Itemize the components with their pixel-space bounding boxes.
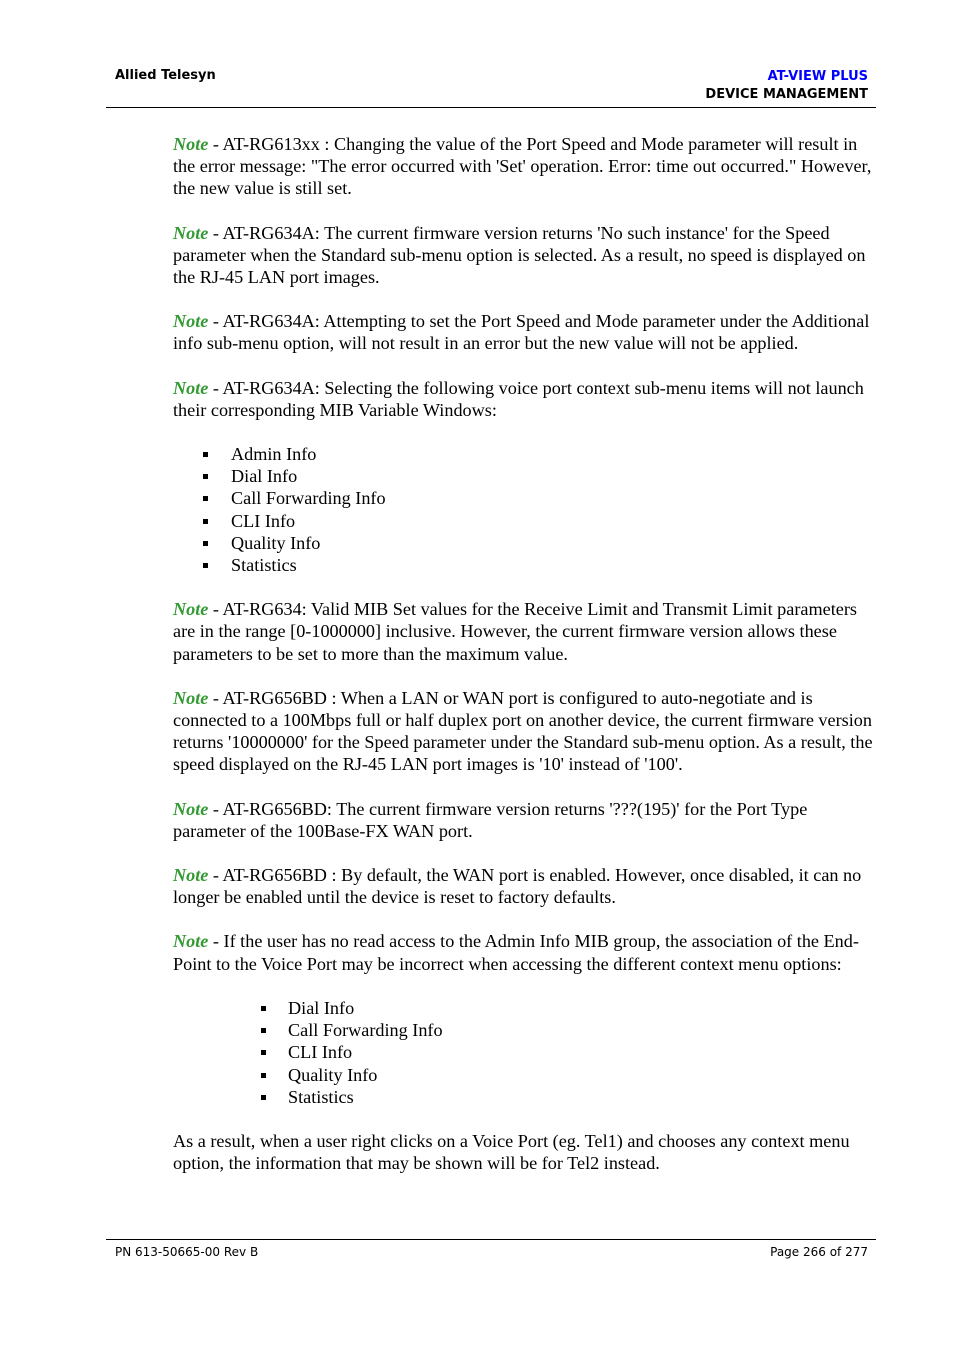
list-item: CLI Info [173, 510, 873, 532]
note-paragraph [173, 687, 873, 776]
list-item: Dial Info [173, 997, 873, 1019]
header-rule [106, 107, 876, 108]
note-text: - AT-RG634A: Selecting the following voice port context sub-menu items will not launch their corresponding MIB Variable Windows: [173, 377, 864, 420]
header-section: DEVICE MANAGEMENT [705, 87, 868, 102]
note-paragraph [173, 930, 873, 974]
note-label: Note [173, 377, 209, 398]
list-item: CLI Info [173, 1041, 873, 1063]
context-menu-options-list [173, 997, 873, 1108]
note-text: - AT-RG634: Valid MIB Set values for the Receive Limit and Transmit Limit parameters are in the range [0-1000000] inclusive. However, the current firmware version allows these parameters to be set to more than the maximum value. [173, 599, 857, 664]
note-paragraph [173, 133, 873, 200]
note-label: Note [173, 865, 209, 886]
note-text: - AT-RG656BD: The current firmware version returns '???(195)' for the Port Type parameter of the 100Base-FX WAN port. [173, 798, 808, 841]
list-item: Quality Info [173, 532, 873, 554]
voice-port-submenu-list [173, 443, 873, 576]
header-company: Allied Telesyn [115, 68, 216, 83]
note-text: - If the user has no read access to the Admin Info MIB group, the association of the End-Point to the Voice Port may be incorrect when accessing the different context menu options: [173, 931, 859, 974]
list-item: Call Forwarding Info [173, 1019, 873, 1041]
note-label: Note [173, 687, 209, 708]
note-paragraph [173, 798, 873, 842]
footer-page-number: Page 266 of 277 [770, 1245, 868, 1259]
note-paragraph [173, 598, 873, 665]
list-item: Admin Info [173, 443, 873, 465]
note-text: - AT-RG634A: Attempting to set the Port Speed and Mode parameter under the Additional info sub-menu option, will not result in an error but the new value will not be applied. [173, 311, 870, 354]
list-item: Statistics [173, 554, 873, 576]
footer-rule [106, 1239, 876, 1240]
header-title-block [705, 68, 868, 104]
note-label: Note [173, 311, 209, 332]
note-paragraph [173, 310, 873, 354]
note-label: Note [173, 798, 209, 819]
note-text: - AT-RG656BD : By default, the WAN port is enabled. However, once disabled, it can no longer be enabled until the device is reset to factory defaults. [173, 865, 862, 908]
list-item: Statistics [173, 1086, 873, 1108]
closing-paragraph: As a result, when a user right clicks on a Voice Port (eg. Tel1) and chooses any context menu option, the information that may be shown will be for Tel2 instead. [173, 1130, 850, 1174]
note-text: - AT-RG634A: The current firmware version returns 'No such instance' for the Speed parameter when the Standard sub-menu option is selected. As a result, no speed is displayed on the RJ-45 LAN port images. [173, 222, 866, 288]
footer-part-number: PN 613-50665-00 Rev B [115, 1245, 259, 1259]
note-label: Note [173, 222, 209, 243]
note-label: Note [173, 599, 209, 620]
list-item: Call Forwarding Info [173, 487, 873, 509]
note-text: - AT-RG613xx : Changing the value of the Port Speed and Mode parameter will result in the error message: "The error occurred with 'Set' operation. Error: time out occurred." However, the new value is still set. [173, 134, 872, 199]
header-product: AT-VIEW PLUS [767, 69, 868, 84]
page-body [173, 133, 873, 1196]
list-item: Quality Info [173, 1064, 873, 1086]
note-paragraph [173, 222, 873, 289]
note-paragraph [173, 377, 873, 421]
list-item: Dial Info [173, 465, 873, 487]
note-label: Note [173, 931, 209, 952]
note-paragraph [173, 864, 873, 908]
note-text: - AT-RG656BD : When a LAN or WAN port is configured to auto-negotiate and is connected to a 100Mbps full or half duplex port on another device, the current firmware version returns '10000000' for the Speed parameter under the Standard sub-menu option. As a result, the speed displayed on the RJ-45 LAN port images is '10' instead of '100'. [173, 687, 873, 775]
note-label: Note [173, 134, 209, 154]
